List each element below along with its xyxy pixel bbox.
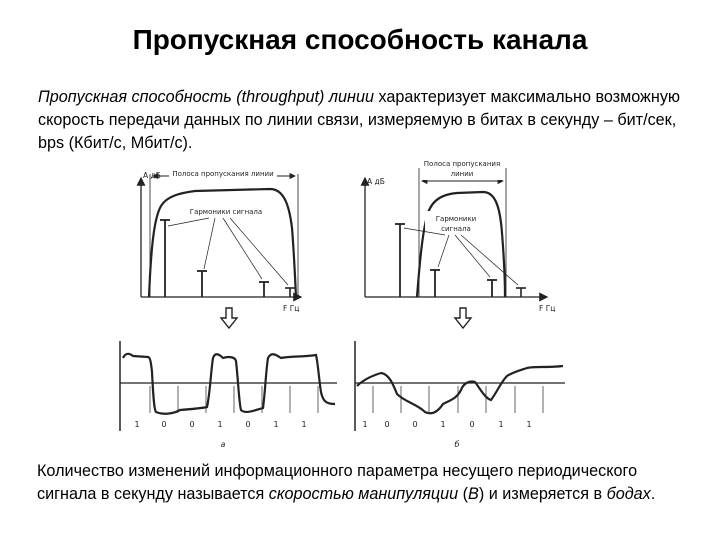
outro-part2: (: [458, 485, 469, 503]
right-bit-label: 0: [469, 420, 475, 429]
left-digital-signal: [123, 354, 335, 414]
bandwidth-figure: [105, 158, 575, 458]
bandwidth-diagram: [105, 158, 575, 458]
right-y-axis-label: A дБ: [367, 177, 385, 186]
right-caption: б: [454, 440, 460, 449]
left-pointer-1: [168, 218, 209, 226]
intro-part1: Пропускная способность (: [38, 88, 242, 106]
slide-title: Пропускная способность канала: [132, 24, 588, 55]
outro-part4: .: [650, 485, 656, 503]
left-spectrum-panel: [141, 168, 301, 297]
right-x-axis-label: F Гц: [539, 304, 556, 313]
intro-rest: характеризует максимально возможную скорость передачи данных по линии связи, измеряемую в битах в секунду – бит/сек, bps (Кбит/с, Мбит/с).: [38, 88, 681, 152]
outro-unit-symbol: B: [468, 485, 479, 503]
left-bit-label: 0: [189, 420, 195, 429]
right-harmonics-label-line2: сигнала: [441, 225, 471, 233]
intro-paragraph: [38, 86, 698, 155]
right-pointer-2: [438, 235, 449, 267]
outro-term: скоростью манипуляции: [268, 485, 459, 503]
outro-part3: ) и измеряется в: [478, 485, 607, 503]
left-down-arrow-icon: [221, 308, 237, 328]
right-analog-signal: [357, 366, 563, 413]
right-down-arrow-icon: [455, 308, 471, 328]
left-caption: а: [220, 440, 226, 449]
right-pointer-4: [461, 235, 518, 285]
right-bit-label: 0: [412, 420, 418, 429]
left-x-axis-label: F Гц: [283, 304, 300, 313]
intro-part2: ) линии: [319, 88, 374, 106]
left-pointer-2: [204, 218, 215, 269]
right-bit-label: 1: [440, 420, 446, 429]
left-bit-label: 0: [245, 420, 251, 429]
right-bit-label: 1: [362, 420, 368, 429]
right-bit-label: 0: [384, 420, 390, 429]
left-waveform-panel: [120, 341, 337, 431]
left-bit-label: 0: [161, 420, 167, 429]
right-bit-label: 1: [526, 420, 532, 429]
left-bit-label: 1: [134, 420, 140, 429]
left-y-axis-label: A дБ: [143, 171, 161, 180]
outro-unit-name: бодах: [606, 485, 651, 503]
left-bit-label: 1: [217, 420, 223, 429]
right-band-label-line1: Полоса пропускания: [423, 160, 501, 168]
left-harmonics-label: Гармоники сигнала: [189, 208, 263, 216]
left-band-label: Полоса пропускания линии: [172, 170, 274, 178]
left-bit-label: 1: [301, 420, 307, 429]
right-bit-label: 1: [498, 420, 504, 429]
right-band-label-line2: линии: [450, 170, 474, 178]
outro-paragraph: [37, 460, 697, 506]
intro-term: throughput: [241, 88, 320, 106]
outro-part1: Количество изменений информационного параметра несущего периодического сигнала в секунду называется: [37, 462, 638, 503]
left-bit-label: 1: [273, 420, 279, 429]
right-waveform-panel: [355, 341, 565, 431]
right-harmonics-label-line1: Гармоники: [435, 215, 477, 223]
